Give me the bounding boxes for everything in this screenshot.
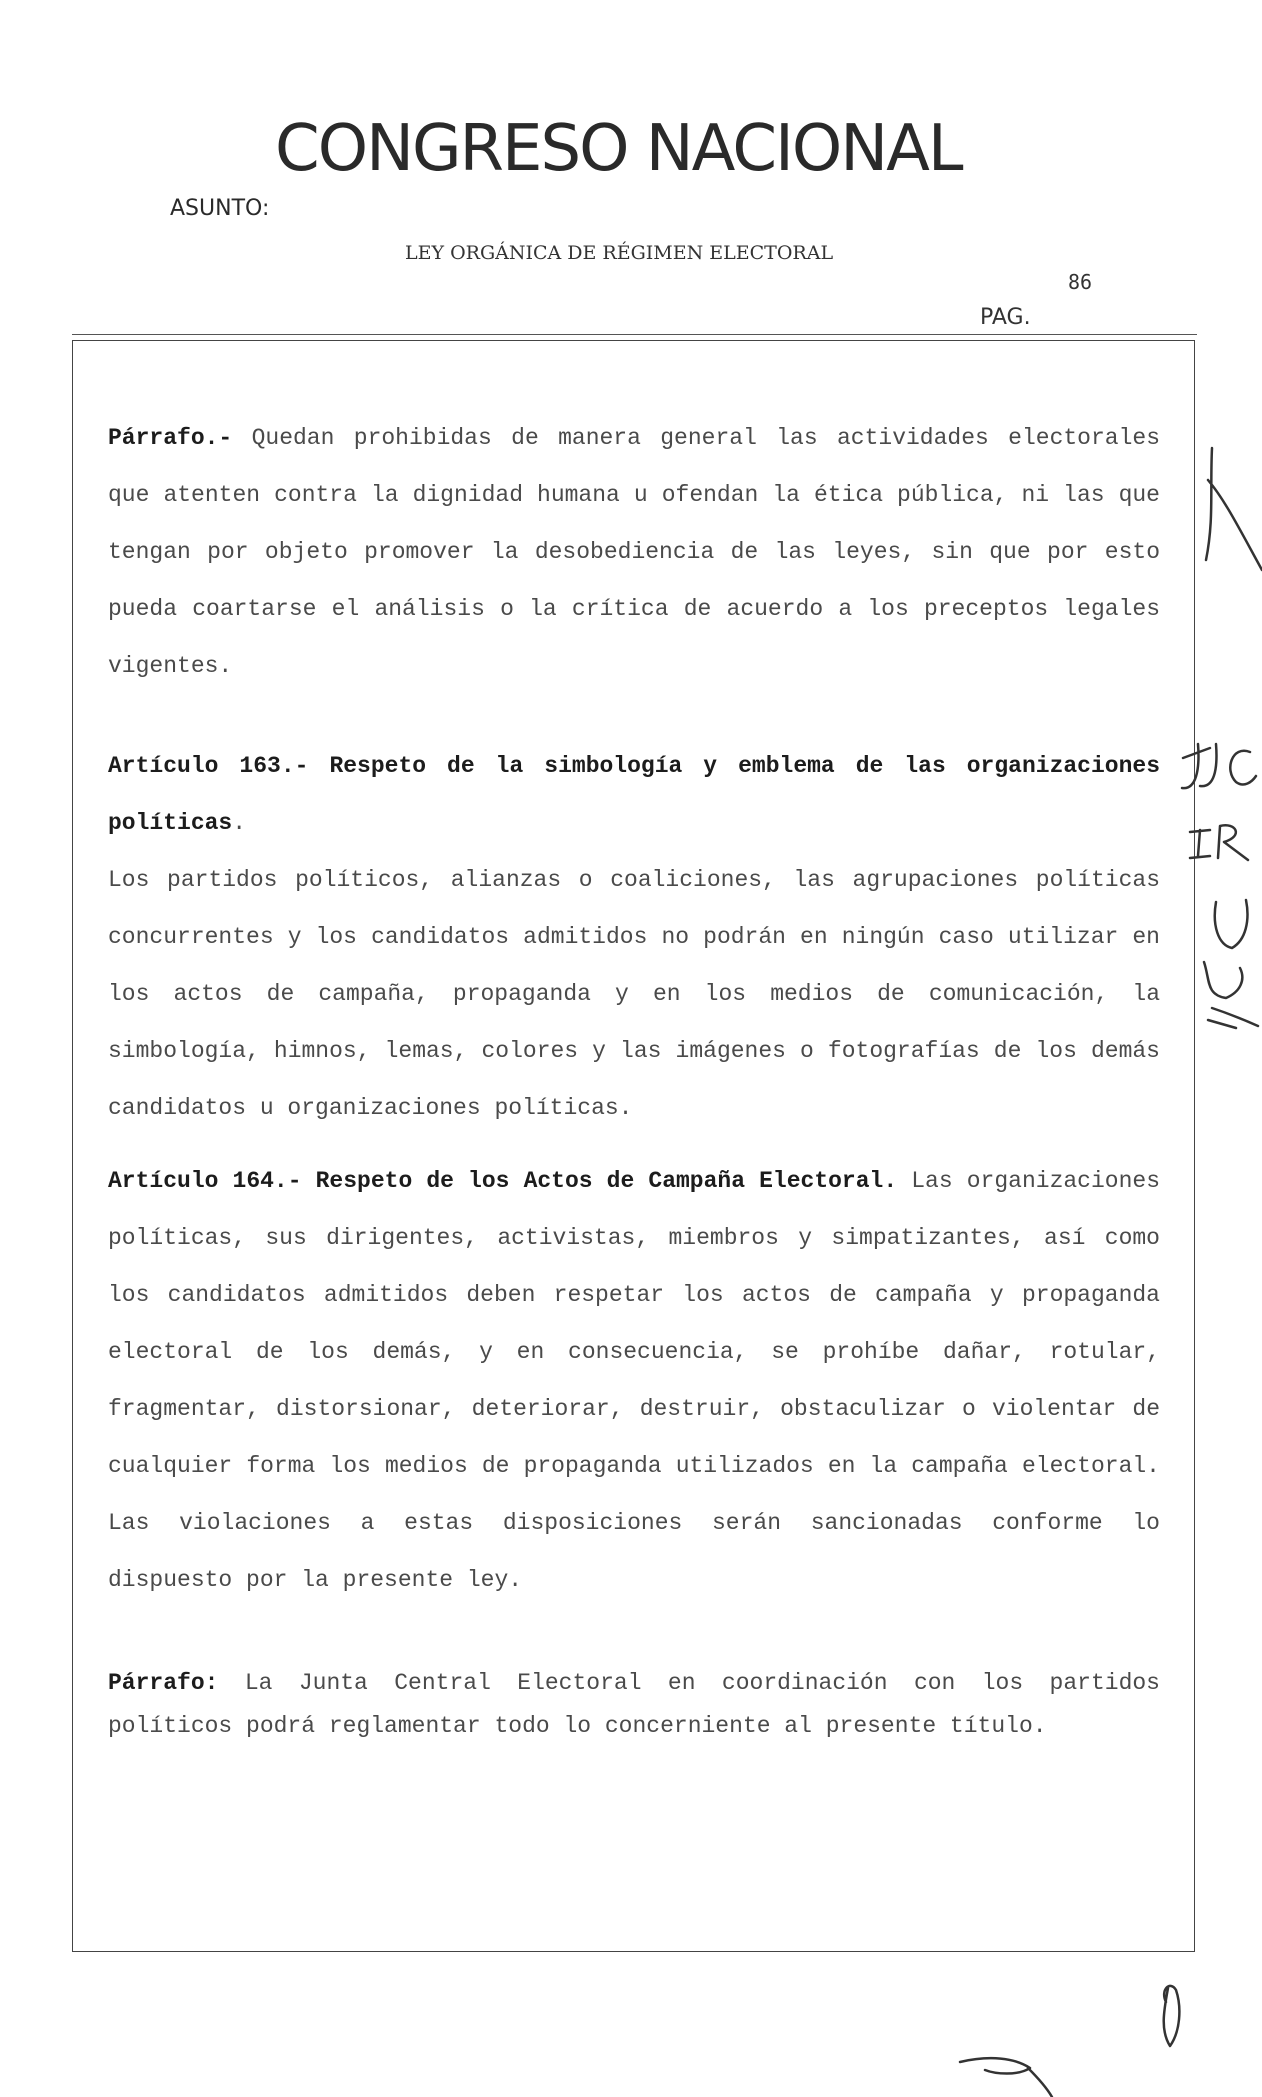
bottom-paraph bbox=[960, 2058, 1052, 2097]
heading-period: . bbox=[232, 810, 247, 836]
initials-ir bbox=[1190, 825, 1248, 860]
paragraph-regulation bbox=[108, 1662, 1160, 1748]
bottom-signature-scrawl bbox=[1164, 1986, 1180, 2046]
article-163-heading bbox=[108, 738, 1160, 852]
paragraph-text: La Junta Central Electoral en coordinación con los partidos políticos podrá reglamentar todo lo concerniente al presente título. bbox=[108, 1670, 1160, 1739]
document-body bbox=[108, 410, 1160, 1748]
paragraph-lead: Párrafo: bbox=[108, 1670, 219, 1696]
article-163-text: Los partidos políticos, alianzas o coaliciones, las agrupaciones políticas concurrentes y los candidatos admitidos no podrán en ningún caso utilizar en los actos de campaña, propaganda y en los medios de comunicación, la simbología, himnos, lemas, colores y las imágenes o fotografías de los demás candidatos u organizaciones políticas. bbox=[108, 867, 1160, 1121]
header-divider bbox=[72, 334, 1197, 335]
article-text: Las organizaciones políticas, sus dirigentes, activistas, miembros y simpatizantes, así como los candidatos admitidos deben respetar los actos de campaña y propaganda electoral de los demás, y en consecuencia, se prohíbe dañar, rotular, fragmentar, distorsionar, deteriorar, destruir, obstaculizar o violentar de cualquier forma los medios de propaganda utilizados en la campaña electoral. Las violaciones a estas disposiciones serán sancionadas conforme lo dispuesto por la presente ley. bbox=[108, 1168, 1160, 1593]
paragraph-lead: Párrafo.- bbox=[108, 425, 233, 451]
margin-signature bbox=[1204, 900, 1258, 1028]
page-number: 86 bbox=[1068, 270, 1093, 294]
margin-cross-mark bbox=[1206, 448, 1262, 570]
article-heading: Artículo 164.- Respeto de los Actos de Campaña Electoral. bbox=[108, 1168, 898, 1194]
asunto-label: ASUNTO: bbox=[170, 196, 270, 221]
page-label: PAG. bbox=[980, 305, 1031, 330]
document-title: CONGRESO NACIONAL bbox=[275, 112, 962, 186]
paragraph-text: Quedan prohibidas de manera general las actividades electorales que atenten contra la dignidad humana u ofendan la ética pública, ni las que tengan por objeto promover la desobediencia de las leyes, sin que por esto pueda coartarse el análisis o la crítica de acuerdo a los preceptos legales vigentes. bbox=[108, 425, 1160, 679]
article-heading: Artículo 163.- Respeto de la simbología y emblema de las organizaciones políticas bbox=[108, 753, 1160, 836]
subject-line: LEY ORGÁNICA DE RÉGIMEN ELECTORAL bbox=[405, 242, 834, 264]
article-164 bbox=[108, 1153, 1160, 1609]
paragraph-prohibitions bbox=[108, 410, 1160, 695]
